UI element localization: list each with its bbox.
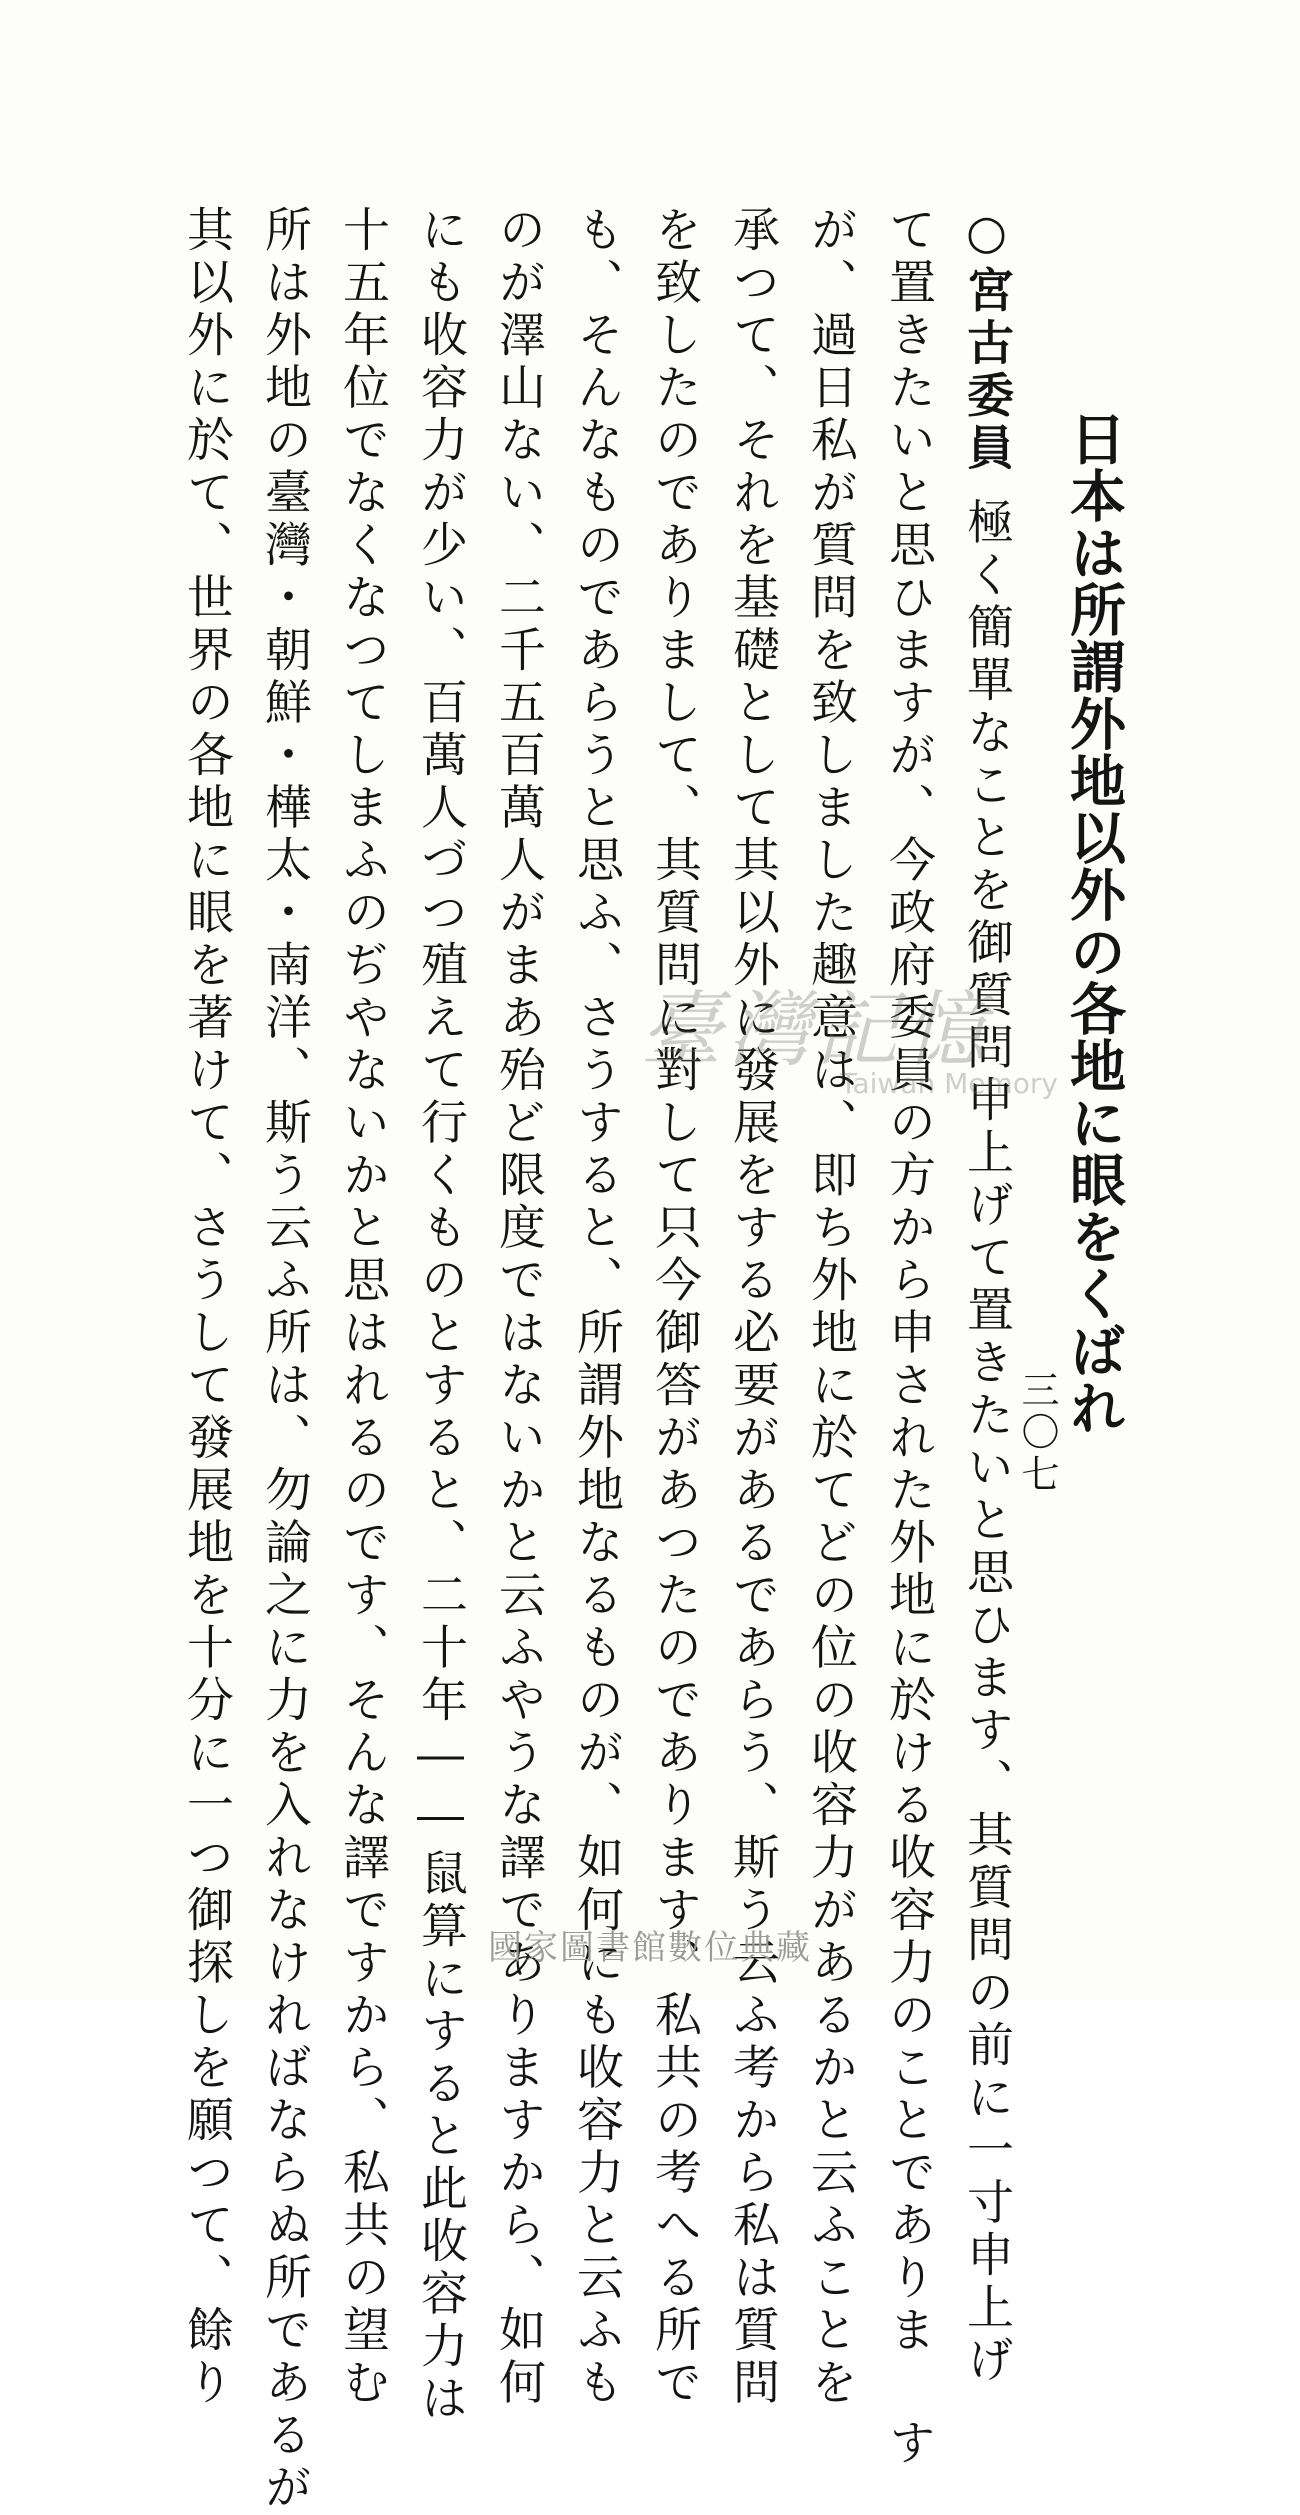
text-column-6: も、そんなものであらうと思ふ、さうすると、所謂外地なるものが、如何にも收容力と云ふも — [569, 205, 624, 2410]
watermark-logo — [640, 965, 1080, 1115]
watermark-sub-text: Taiwan Memory — [840, 1067, 1058, 1100]
text-column-9: 十五年位でなくなつてしまふのぢやないかと思はれるのです、そんな譯ですから、私共の望む — [335, 205, 390, 2410]
section-heading: 日本は所謂外地以外の各地に眼をくばれ — [1061, 410, 1127, 1436]
speaker-label: ○宮古委員 — [959, 205, 1014, 476]
text-column-1 — [952, 205, 1014, 2388]
text-column-8: にも收容力が少い、百萬人づつ殖えて行くものとすると、二十年――鼠算にすると此收容力は — [413, 205, 468, 2426]
text-column-7: のが澤山ない、二千五百萬人がまあ殆ど限度ではないかと云ふやうな譯でありますから、如何 — [491, 205, 546, 2410]
watermark-main-text: 臺灣記憶 — [640, 983, 992, 1078]
text-column-10: 所は外地の臺灣・朝鮮・樺太・南洋、斯う云ふ所は、勿論之に力を入れなければならぬ所であるが — [257, 205, 312, 2515]
text-column-3: が、過日私が質問を致しました趣意は、即ち外地に於てどの位の收容力があるかと云ふことを — [803, 205, 858, 2410]
text-column-2: て置きたいと思ひますが、今政府委員の方から申された外地に於ける收容力のことでありま す — [881, 205, 936, 2471]
text-column-4: 承つて、それを基礎として其以外に發展をする必要があるであらう、斯う云ふ考から私は質問 — [725, 205, 780, 2410]
text-column-11: 其以外に於て、世界の各地に眼を著けて、さうして發展地を十分に一つ御探しを願つて、餘り — [179, 205, 234, 2410]
text-column-5: を致したのでありまして、其質問に對して只今御答があつたのであります、私共の考へる所で — [647, 205, 702, 2410]
page-number: 三〇七 — [1015, 1370, 1059, 1496]
footer-credit: 國家圖書館數位典藏 — [488, 1928, 812, 1968]
text-column-1-body: 極く簡單なことを御質問申上げて置きたいと思ひます、其質問の前に一寸申上げ — [959, 497, 1014, 2388]
